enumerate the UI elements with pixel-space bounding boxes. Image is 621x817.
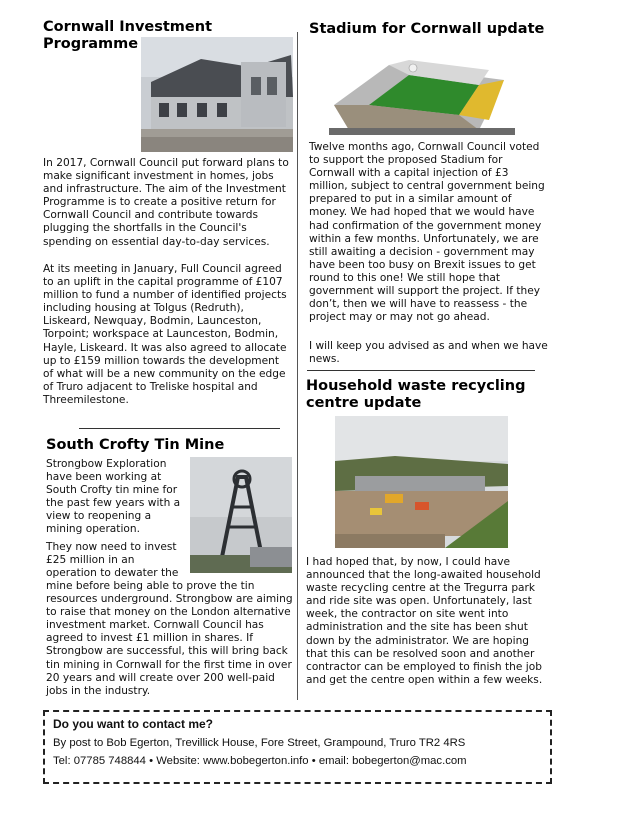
recycling-paragraph-1: I had hoped that, by now, I could have announced that the long-awaited household waste recycling centre at the Tregurra park and ride site was open. Unfortunately, last week, the contractor on site went into administration and the site has been shut down by the administrator. We are hoping that this can be resolved soon and another contractor can be employed to finish the job and get the centre open within a few weeks. [306, 556, 543, 686]
investment-paragraph-1: In 2017, Cornwall Council put forward plans to make significant investment in homes, jobs and infrastructure. The aim of the Investment Programme is to create a positive return for Cornwall Council and contribute towards plugging the shortfalls in the Council's spending on essential day-to-day services. [43, 157, 289, 248]
contact-box [43, 710, 552, 784]
investment-title: Cornwall Investment Programme [43, 19, 213, 52]
recycling-title: Household waste recycling centre update [306, 378, 526, 411]
crofty-paragraph-2a: They now need to invest £25 million in an operation to dewater the [46, 541, 179, 580]
contact-title: Do you want to contact me? [53, 717, 214, 731]
stadium-title: Stadium for Cornwall update [309, 21, 545, 37]
housing-photo [141, 37, 293, 152]
stadium-rendering-photo [329, 50, 515, 135]
crofty-paragraph-1: Strongbow Exploration have been working at South Crofty tin mine for the past few years with a view to reopening a mining operation. [46, 458, 181, 536]
crofty-title: South Crofty Tin Mine [46, 437, 225, 453]
crofty-paragraph-2b: mine before being able to prove the tin resources underground. Strongbow are aiming to raise that money on the London alternative investment market. Cornwall Council has agreed to invest £1 million in shares. If Strongbow are successful, this will bring back tin mining in Cornwall for the first time in over 20 years and will create over 200 well-paid jobs in the industry. [46, 580, 293, 697]
section-divider [307, 370, 535, 371]
contact-post-address: By post to Bob Egerton, Trevillick House, Fore Street, Grampound, Truro TR2 4RS [53, 737, 466, 749]
stadium-paragraph-2: I will keep you advised as and when we have news. [309, 340, 548, 366]
contact-details: Tel: 07785 748844 • Website: www.bobegerton.info • email: bobegerton@mac.com [53, 755, 467, 767]
investment-paragraph-2: At its meeting in January, Full Council agreed to an uplift in the capital programme of £107 million to fund a number of identified projects including housing at Tolgus (Redruth), Liskeard, Newquay, Bodmin, Launceston, Torpoint; workspace at Launceston, Bodmin, Hayle, Liskeard. It was also agreed to allocate up to £159 million towards the development of what will be a new community on the edge of Truro adjacent to Treliske hospital and Threemilestone. [43, 263, 287, 406]
mine-headframe-photo [190, 457, 292, 573]
recycling-site-photo [335, 416, 508, 548]
section-divider [79, 428, 280, 429]
stadium-paragraph-1: Twelve months ago, Cornwall Council voted to support the proposed Stadium for Cornwall with a capital injection of £3 million, subject to central government being prepared to put in a similar amount of money. We had hoped that we would have had confirmation of the government money within a few months. Unfortunately, we are still awaiting a decision - government may have been too busy on Brexit issues to get round to this one! We still hope that government will support the project. If they don’t, then we will have to reassess - the project may or may not go ahead. [309, 141, 545, 324]
column-divider [297, 32, 298, 700]
